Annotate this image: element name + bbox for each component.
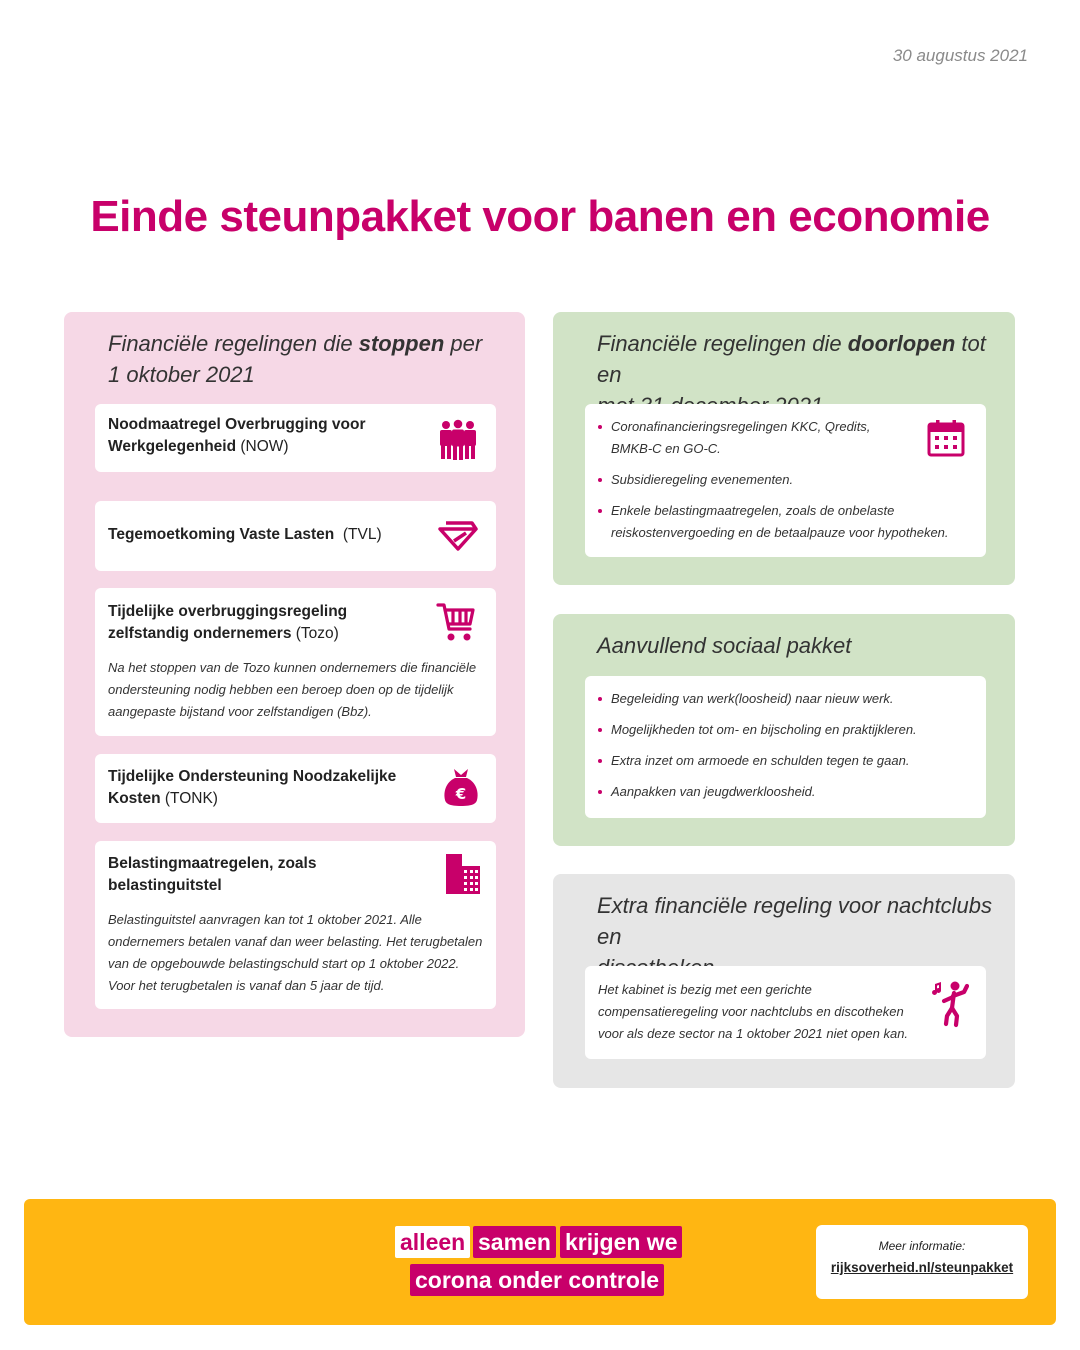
calendar-icon — [926, 418, 966, 458]
office-building-icon — [444, 852, 482, 896]
footer-banner — [24, 1199, 1056, 1325]
stopping-panel-heading: Financiële regelingen die stoppen per 1 oktober 2021 — [108, 331, 483, 387]
slogan-line2: corona onder controle — [410, 1264, 664, 1296]
list-item: Extra inzet om armoede en schulden tegen te gaan. — [597, 750, 977, 772]
price-tag-icon — [436, 517, 480, 557]
card-tvl-title: Tegemoetkoming Vaste Lasten (TVL) — [108, 526, 382, 543]
card-tax — [95, 841, 496, 1009]
social-list — [597, 688, 977, 812]
card-now-title: Noodmaatregel Overbrugging voor Werkgelegenheid (NOW) — [108, 416, 366, 455]
list-item: Aanpakken van jeugdwerkloosheid. — [597, 781, 977, 803]
social-package-panel — [553, 614, 1015, 846]
card-tvl — [95, 501, 496, 571]
nightclub-regulation-panel — [553, 874, 1015, 1088]
list-item: Begeleiding van werk(loosheid) naar nieuw werk. — [597, 688, 977, 710]
card-tax-body: Belastinguitstel aanvragen kan tot 1 oktober 2021. Alle ondernemers betalen vanaf dan weer belasting. Het terugbetalen van de opgebouwde belastingschuld start op 1 oktober 2022. Voor het terugbetalen is vanaf dan 5 jaar de tijd. — [108, 912, 483, 993]
social-list-card — [585, 676, 986, 818]
list-item: Coronafinancieringsregelingen KKC, Qredits, BMKB-C en GO-C. — [597, 416, 977, 460]
continuing-list — [597, 416, 977, 553]
people-group-icon — [436, 418, 480, 462]
nightclub-card — [585, 966, 986, 1059]
card-tax-title: Belastingmaatregelen, zoals belastinguitstel — [108, 855, 317, 894]
list-item: Subsidieregeling evenementen. — [597, 469, 977, 491]
more-info-label: Meer informatie: — [878, 1239, 966, 1253]
nightclub-card-body: Het kabinet is bezig met een gerichte compensatieregeling voor nachtclubs en discotheken voor als deze sector na 1 oktober 2021 niet open kan. — [598, 982, 909, 1041]
money-bag-icon — [442, 766, 480, 808]
nightclub-panel-heading: Extra financiële regeling voor nachtclubs en — [597, 893, 993, 949]
card-tozo-title: Tijdelijke overbruggingsregeling zelfstandig ondernemers (Tozo) — [108, 603, 348, 642]
slogan-word-samen: samen — [473, 1226, 556, 1258]
continuing-regulations-panel — [553, 312, 1015, 585]
slogan-word-alleen: alleen — [395, 1226, 470, 1258]
more-info-box — [816, 1225, 1028, 1299]
card-now — [95, 404, 496, 472]
continuing-list-card — [585, 404, 986, 557]
heading-emphasis: stoppen — [358, 331, 445, 356]
slogan-word-krijgen-we: krijgen we — [560, 1226, 682, 1258]
social-panel-heading: Aanvullend sociaal pakket — [597, 633, 852, 658]
publication-date: 30 augustus 2021 — [892, 46, 1028, 65]
card-tozo-body: Na het stoppen van de Tozo kunnen ondernemers die financiële ondersteuning nodig hebben een beroep doen op de tijdelijk aangepaste bijstand voor zelfstandigen (Bbz). — [108, 660, 477, 719]
heading-emphasis: doorlopen — [847, 331, 956, 356]
svg-text:€: € — [455, 785, 467, 803]
card-tozo — [95, 588, 496, 736]
shopping-cart-icon — [436, 601, 476, 643]
dancing-person-icon — [931, 980, 969, 1030]
card-tonk-title: Tijdelijke Ondersteuning Noodzakelijke Kosten (TONK) — [108, 768, 397, 807]
continuing-panel-heading: Financiële regelingen die doorlopen tot en — [597, 331, 986, 387]
page-title: Einde steunpakket voor banen en economie — [90, 192, 990, 241]
list-item: Mogelijkheden tot om- en bijscholing en praktijkleren. — [597, 719, 977, 741]
card-tonk — [95, 754, 496, 823]
list-item: Enkele belastingmaatregelen, zoals de onbelaste reiskostenvergoeding en de betaalpauze voor hypotheken. — [597, 500, 977, 544]
stopping-regulations-panel — [64, 312, 525, 1037]
more-info-link[interactable]: rijksoverheid.nl/steunpakket — [830, 1260, 1014, 1275]
